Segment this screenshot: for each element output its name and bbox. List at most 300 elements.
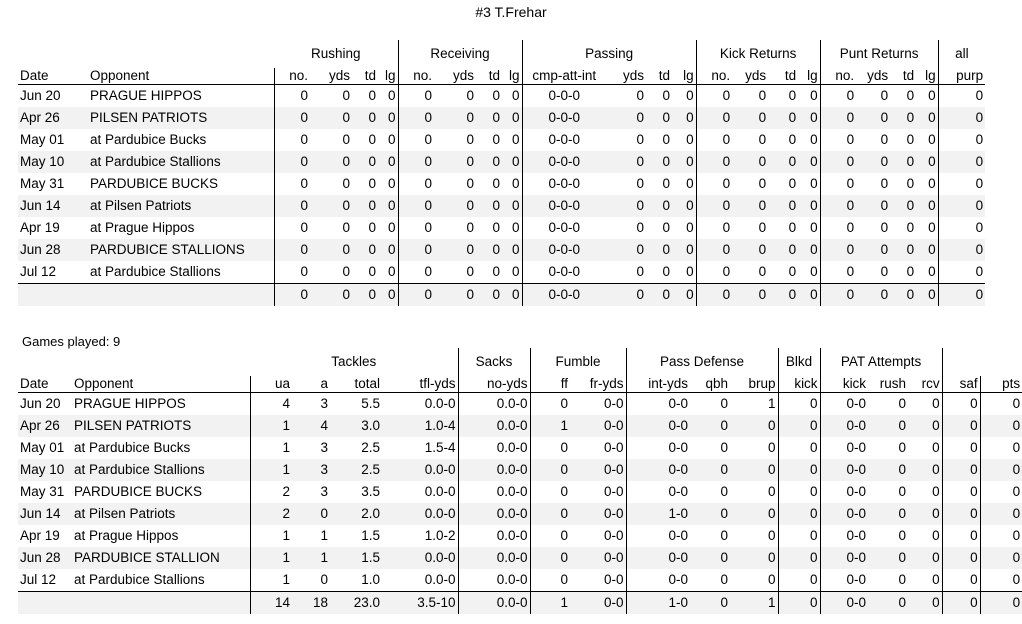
stat-cell: 0 — [1012, 572, 1021, 587]
stat-cell: 0 — [730, 437, 778, 459]
stat-cell: 0-0 — [570, 547, 626, 569]
total-cell: 0 — [606, 284, 646, 307]
stat-cell: 5.5 — [361, 396, 380, 411]
stat-cell: 0.0-0 — [382, 481, 458, 503]
date-cell: Jun 14 — [18, 503, 72, 525]
stat-cell: 0-0 — [570, 503, 626, 525]
date-cell: May 31 — [20, 176, 65, 191]
column-header: Date — [18, 376, 72, 393]
stat-cell: 0 — [368, 220, 376, 235]
stat-cell: 0 — [636, 264, 645, 279]
stat-cell: 0 — [942, 525, 980, 547]
stat-cell: 0 — [378, 239, 398, 261]
stat-cell: 0 — [662, 176, 671, 191]
stat-cell: 0 — [942, 569, 980, 592]
date-cell: Apr 19 — [20, 528, 60, 543]
total-cell: 0 — [690, 592, 730, 615]
stat-cell: 0.0-0 — [458, 415, 530, 437]
stat-cell: 0 — [778, 437, 820, 459]
stat-cell: 0 — [690, 459, 730, 481]
table-row — [18, 85, 985, 108]
stat-cell: 0 — [730, 569, 778, 592]
table-row — [18, 547, 1022, 569]
date-cell: May 10 — [18, 459, 72, 481]
stat-cell: 0 — [320, 572, 328, 587]
stat-cell: 0 — [846, 176, 855, 191]
stat-cell: 0 — [722, 220, 731, 235]
stat-cell: 0-0-0 — [548, 176, 581, 191]
stat-cell: 0-0 — [668, 396, 689, 411]
stat-cell: 0 — [300, 176, 308, 191]
totals-row — [18, 592, 1022, 615]
stat-cell: 0-0-0 — [548, 220, 581, 235]
stat-cell: 0 — [672, 151, 696, 173]
stat-cell: 0-0-0 — [522, 195, 606, 217]
offense-column-header-row — [18, 68, 985, 85]
stat-cell: 0 — [466, 264, 475, 279]
stat-cell: 0 — [492, 176, 501, 191]
stat-cell: 0-0 — [570, 415, 626, 437]
total-cell: 0 — [732, 284, 768, 307]
total-cell: 0 — [502, 284, 522, 307]
stat-cell: 0 — [798, 173, 820, 195]
stat-cell: 3 — [320, 484, 328, 499]
opponent-cell: at Pardubice Stallions — [88, 151, 274, 173]
opponent-cell: at Pilsen Patriots — [88, 195, 274, 217]
stat-cell: 0 — [916, 195, 938, 217]
column-header: lg — [916, 68, 938, 85]
stat-cell: 0 — [502, 151, 522, 173]
stat-cell: 0.0-0 — [382, 569, 458, 592]
stat-cell: 1.0 — [361, 572, 380, 587]
stat-cell: 0 — [908, 547, 942, 569]
stat-cell: 0 — [880, 88, 889, 103]
stat-cell: 0 — [434, 107, 476, 129]
table-row — [18, 151, 985, 173]
stat-cell: 0 — [720, 572, 729, 587]
stat-cell: 3.5 — [361, 484, 380, 499]
page-title: #3 T.Frehar — [475, 4, 547, 20]
stat-cell: 0 — [890, 151, 916, 173]
stat-cell: 0 — [778, 459, 820, 481]
stat-cell: 0 — [378, 85, 398, 108]
stat-cell: 0 — [798, 151, 820, 173]
stat-cell: 0 — [732, 195, 768, 217]
stat-cell: 0.0-0 — [458, 569, 530, 592]
total-cell: 0 — [352, 284, 378, 307]
stat-cell: 0-0-0 — [548, 88, 581, 103]
stat-cell: 0 — [378, 261, 398, 284]
stat-cell: 0 — [662, 132, 671, 147]
stat-cell: 0 — [696, 151, 732, 173]
column-header: kick — [778, 376, 820, 393]
opponent-cell: PRAGUE HIPPOS — [88, 85, 274, 108]
column-header: a — [292, 376, 330, 393]
stat-cell: 0 — [942, 503, 980, 525]
stat-cell: 3 — [292, 459, 330, 481]
table-row — [18, 459, 1022, 481]
stat-cell: 0 — [768, 151, 798, 173]
stat-cell: 0 — [1012, 440, 1021, 455]
stat-cell: 0 — [672, 85, 696, 108]
stat-cell: 0 — [434, 239, 476, 261]
opponent-cell: at Prague Hippos — [72, 525, 250, 547]
stat-cell: 1 — [730, 393, 778, 416]
total-cell: 0 — [942, 592, 980, 615]
stat-cell: 0 — [690, 503, 730, 525]
stat-cell: 0 — [778, 569, 820, 592]
stat-cell: 0 — [908, 459, 942, 481]
stat-cell: 0 — [300, 88, 308, 103]
stat-cell: 0 — [722, 88, 731, 103]
stat-cell: 0 — [690, 547, 730, 569]
stat-cell: 0 — [778, 547, 820, 569]
stat-cell: 0-0 — [820, 547, 868, 569]
stat-cell: 0 — [916, 217, 938, 239]
column-header: no. — [696, 68, 732, 85]
stat-cell: 0 — [942, 481, 980, 503]
stat-cell: 0 — [820, 151, 856, 173]
stat-cell: 0 — [662, 88, 671, 103]
table-row — [18, 569, 1022, 592]
stat-cell: 0 — [778, 393, 820, 416]
stat-cell: 0 — [730, 503, 778, 525]
stat-cell: 0 — [424, 264, 433, 279]
stat-cell: 0 — [672, 107, 696, 129]
stat-cell: 0 — [424, 220, 433, 235]
stat-cell: 0 — [398, 151, 434, 173]
stat-cell: 0 — [778, 503, 820, 525]
total-cell — [72, 592, 250, 615]
column-header: td — [768, 68, 798, 85]
stat-cell: 0-0-0 — [548, 132, 581, 147]
stat-cell: 0 — [662, 220, 671, 235]
table-row — [18, 195, 985, 217]
stat-cell: 0 — [424, 176, 433, 191]
stat-cell: 0-0 — [820, 459, 868, 481]
stat-cell: 0 — [758, 176, 767, 191]
stat-cell: 1.5 — [361, 528, 380, 543]
stat-cell: 0 — [788, 88, 797, 103]
opponent-cell: at Pardubice Bucks — [88, 129, 274, 151]
opponent-cell: at Pardubice Stallions — [72, 459, 250, 481]
stat-cell: 0 — [476, 107, 502, 129]
stat-cell: 0 — [560, 572, 569, 587]
stat-cell: 0 — [720, 440, 729, 455]
stat-cell: 0 — [975, 88, 984, 103]
total-cell: 0 — [856, 284, 890, 307]
stat-cell: 0 — [880, 176, 889, 191]
date-cell: May 01 — [20, 440, 65, 455]
column-header: no. — [820, 68, 856, 85]
stat-cell: 0 — [492, 88, 501, 103]
stat-cell: 0-0 — [570, 525, 626, 547]
stat-cell: 0 — [868, 415, 908, 437]
stat-cell: 1 — [250, 459, 292, 481]
stat-cell: 0 — [868, 503, 908, 525]
stat-cell: 0-0 — [668, 484, 689, 499]
stat-cell: 0 — [942, 547, 980, 569]
opponent-cell: at Pardubice Stallions — [88, 261, 274, 284]
stat-cell: 0 — [856, 151, 890, 173]
stat-cell: 0 — [890, 107, 916, 129]
date-cell: Jul 12 — [20, 572, 57, 587]
stat-cell: 0-0 — [846, 484, 867, 499]
stat-cell: 0 — [906, 132, 915, 147]
group-tackles: Tackles — [250, 348, 458, 376]
stat-cell: 0 — [696, 239, 732, 261]
stat-cell: 0 — [342, 264, 350, 279]
stat-cell: 0 — [636, 176, 645, 191]
stat-cell: 0.0-0 — [458, 525, 530, 547]
stat-cell: 0 — [398, 239, 434, 261]
total-cell: 18 — [292, 592, 330, 615]
stat-cell: 0 — [606, 107, 646, 129]
stat-cell: 0 — [502, 261, 522, 284]
stat-cell: 0 — [606, 151, 646, 173]
stat-cell: 0 — [846, 88, 855, 103]
stat-cell: 3 — [320, 396, 328, 411]
total-cell: 0.0-0 — [458, 592, 530, 615]
stat-cell: 0 — [352, 239, 378, 261]
stat-cell: 0 — [788, 220, 797, 235]
table-row — [18, 503, 1022, 525]
stat-cell: 0 — [856, 239, 890, 261]
total-cell: 0 — [890, 284, 916, 307]
stat-cell: 0 — [310, 239, 352, 261]
stat-cell: 0 — [938, 107, 985, 129]
date-cell: Jun 20 — [20, 396, 61, 411]
stat-cell: 1 — [250, 547, 292, 569]
stat-cell: 0-0 — [570, 393, 626, 416]
stat-cell: 0 — [778, 481, 820, 503]
stat-cell: 0 — [300, 220, 308, 235]
opponent-cell: at Prague Hippos — [88, 217, 274, 239]
stat-cell: 0 — [938, 239, 985, 261]
stat-cell: 1 — [320, 528, 328, 543]
stat-cell: 0.0-0 — [458, 459, 530, 481]
total-cell: 0 — [768, 284, 798, 307]
stat-cell: 0 — [274, 107, 310, 129]
stat-cell: 0 — [732, 151, 768, 173]
group-punt-returns: Punt Returns — [820, 40, 938, 68]
column-header: yds — [732, 68, 768, 85]
stat-cell: 0-0 — [570, 437, 626, 459]
stat-cell: 0 — [980, 459, 1022, 481]
column-header: ff — [530, 376, 570, 393]
total-cell: 0 — [646, 284, 672, 307]
stat-cell: 0 — [916, 173, 938, 195]
date-cell: Jul 12 — [20, 264, 57, 279]
date-cell: Apr 26 — [18, 415, 72, 437]
defense-column-header-row — [18, 376, 1022, 393]
stat-cell: 0 — [378, 195, 398, 217]
stat-cell: 0 — [300, 132, 308, 147]
column-header: yds — [434, 68, 476, 85]
stat-cell: 3.0 — [330, 415, 382, 437]
stat-cell: 0 — [916, 261, 938, 284]
stat-cell: 0 — [768, 195, 798, 217]
total-cell: 0 — [434, 284, 476, 307]
stat-cell: 0 — [492, 132, 501, 147]
stat-cell: 0 — [720, 528, 729, 543]
table-row — [18, 437, 1022, 459]
stat-cell: 0 — [398, 195, 434, 217]
table-row — [18, 239, 985, 261]
group-pass-defense: Pass Defense — [626, 348, 778, 376]
stat-cell: 0-0 — [570, 569, 626, 592]
stat-cell: 0 — [975, 176, 984, 191]
stat-cell: 0 — [758, 88, 767, 103]
date-cell: Apr 19 — [20, 220, 60, 235]
stat-cell: 0 — [636, 220, 645, 235]
stat-cell: 0-0 — [846, 572, 867, 587]
stat-cell: 0 — [778, 415, 820, 437]
stat-cell: 1 — [282, 572, 290, 587]
column-header: no. — [274, 68, 310, 85]
stat-cell: 0 — [730, 459, 778, 481]
table-row — [18, 525, 1022, 547]
stat-cell: 1 — [292, 547, 330, 569]
stat-cell: 0 — [908, 569, 942, 592]
column-header: yds — [310, 68, 352, 85]
total-cell: 0 — [798, 284, 820, 307]
stat-cell: 2.5 — [330, 459, 382, 481]
column-header: Opponent — [72, 376, 250, 393]
group-receiving: Receiving — [398, 40, 522, 68]
total-cell — [18, 592, 72, 615]
stat-cell: 0-0 — [668, 528, 689, 543]
stat-cell: 0.0-0 — [382, 503, 458, 525]
stat-cell: 0-0 — [626, 415, 690, 437]
stat-cell: 0 — [672, 129, 696, 151]
stat-cell: 0 — [908, 437, 942, 459]
table-row — [18, 261, 985, 284]
stat-cell: 0 — [696, 195, 732, 217]
stat-cell: 0 — [434, 151, 476, 173]
total-cell: 1 — [730, 592, 778, 615]
column-header: no. — [398, 68, 434, 85]
stat-cell: 0 — [880, 264, 889, 279]
table-row — [18, 173, 985, 195]
stat-cell: 0 — [906, 220, 915, 235]
stat-cell: 0 — [1012, 396, 1021, 411]
stat-cell: 0.0-0 — [458, 481, 530, 503]
column-header: int-yds — [626, 376, 690, 393]
stat-cell: 0 — [492, 220, 501, 235]
column-header: cmp-att-int — [522, 68, 606, 85]
stat-cell: 0-0 — [846, 440, 867, 455]
stat-cell: 0 — [798, 107, 820, 129]
table-row — [18, 129, 985, 151]
stat-cell: 0 — [980, 547, 1022, 569]
stat-cell: 0 — [662, 264, 671, 279]
total-cell: 0-0 — [570, 592, 626, 615]
group-rushing: Rushing — [274, 40, 398, 68]
stat-cell: 0 — [730, 481, 778, 503]
total-cell: 0 — [398, 284, 434, 307]
totals-row — [18, 284, 985, 307]
stat-cell: 1.5-4 — [382, 437, 458, 459]
stat-cell: 1.0-2 — [382, 525, 458, 547]
total-cell: 0 — [672, 284, 696, 307]
stat-cell: 0 — [368, 264, 376, 279]
stat-cell: 0 — [980, 415, 1022, 437]
stat-cell: 0 — [466, 220, 475, 235]
total-cell: 0 — [916, 284, 938, 307]
stat-cell: 0 — [798, 129, 820, 151]
table-row — [18, 415, 1022, 437]
stat-cell: 0 — [274, 239, 310, 261]
stat-cell: 0-0 — [626, 547, 690, 569]
stat-cell: 0 — [916, 151, 938, 173]
stat-cell: 0 — [690, 415, 730, 437]
stat-cell: 0 — [908, 415, 942, 437]
stat-cell: 2.0 — [330, 503, 382, 525]
stat-cell: 0 — [368, 176, 376, 191]
stat-cell: 0-0 — [626, 459, 690, 481]
column-header: saf — [942, 376, 980, 393]
stat-cell: 0 — [530, 547, 570, 569]
stat-cell: 0 — [378, 107, 398, 129]
stat-cell: 0 — [672, 261, 696, 284]
stat-cell: 0 — [310, 195, 352, 217]
stat-cell: 0 — [798, 217, 820, 239]
stat-cell: 0 — [502, 129, 522, 151]
stat-cell: 0 — [942, 393, 980, 416]
column-header: lg — [502, 68, 522, 85]
stat-cell: 0 — [798, 85, 820, 108]
stat-cell: 1 — [282, 528, 290, 543]
stat-cell: 0 — [916, 85, 938, 108]
stat-cell: 0 — [868, 547, 908, 569]
stat-cell: 2 — [250, 503, 292, 525]
total-cell: 14 — [250, 592, 292, 615]
stat-cell: 0-0-0 — [548, 264, 581, 279]
group-sacks: Sacks — [458, 348, 530, 376]
column-header: td — [352, 68, 378, 85]
total-cell: 0 — [310, 284, 352, 307]
stat-cell: 0 — [378, 129, 398, 151]
column-header: lg — [378, 68, 398, 85]
opponent-cell: PARDUBICE BUCKS — [72, 481, 250, 503]
stat-cell: 0 — [352, 151, 378, 173]
column-header: purp — [938, 68, 985, 85]
date-cell: Jun 28 — [18, 547, 72, 569]
stat-cell: 0 — [672, 239, 696, 261]
stat-cell: 0 — [606, 239, 646, 261]
stat-cell: 0 — [636, 132, 645, 147]
date-cell: Apr 26 — [18, 107, 88, 129]
stat-cell: 0 — [942, 459, 980, 481]
stat-cell: 0-0-0 — [522, 107, 606, 129]
stat-cell: 1.5 — [330, 547, 382, 569]
stat-cell: 0 — [378, 151, 398, 173]
stat-cell: 0 — [890, 195, 916, 217]
stat-cell: 0 — [730, 525, 778, 547]
date-cell: Jun 14 — [18, 195, 88, 217]
games-played-label: Games played: 9 — [22, 334, 121, 349]
stat-cell: 0 — [292, 503, 330, 525]
stat-cell: 0 — [788, 264, 797, 279]
stat-cell: 0 — [1012, 528, 1021, 543]
group-passing: Passing — [522, 40, 696, 68]
stat-cell: 0 — [938, 195, 985, 217]
column-header: ua — [250, 376, 292, 393]
stat-cell: 0 — [916, 239, 938, 261]
stat-cell: 0 — [732, 107, 768, 129]
stat-cell: 0 — [636, 88, 645, 103]
